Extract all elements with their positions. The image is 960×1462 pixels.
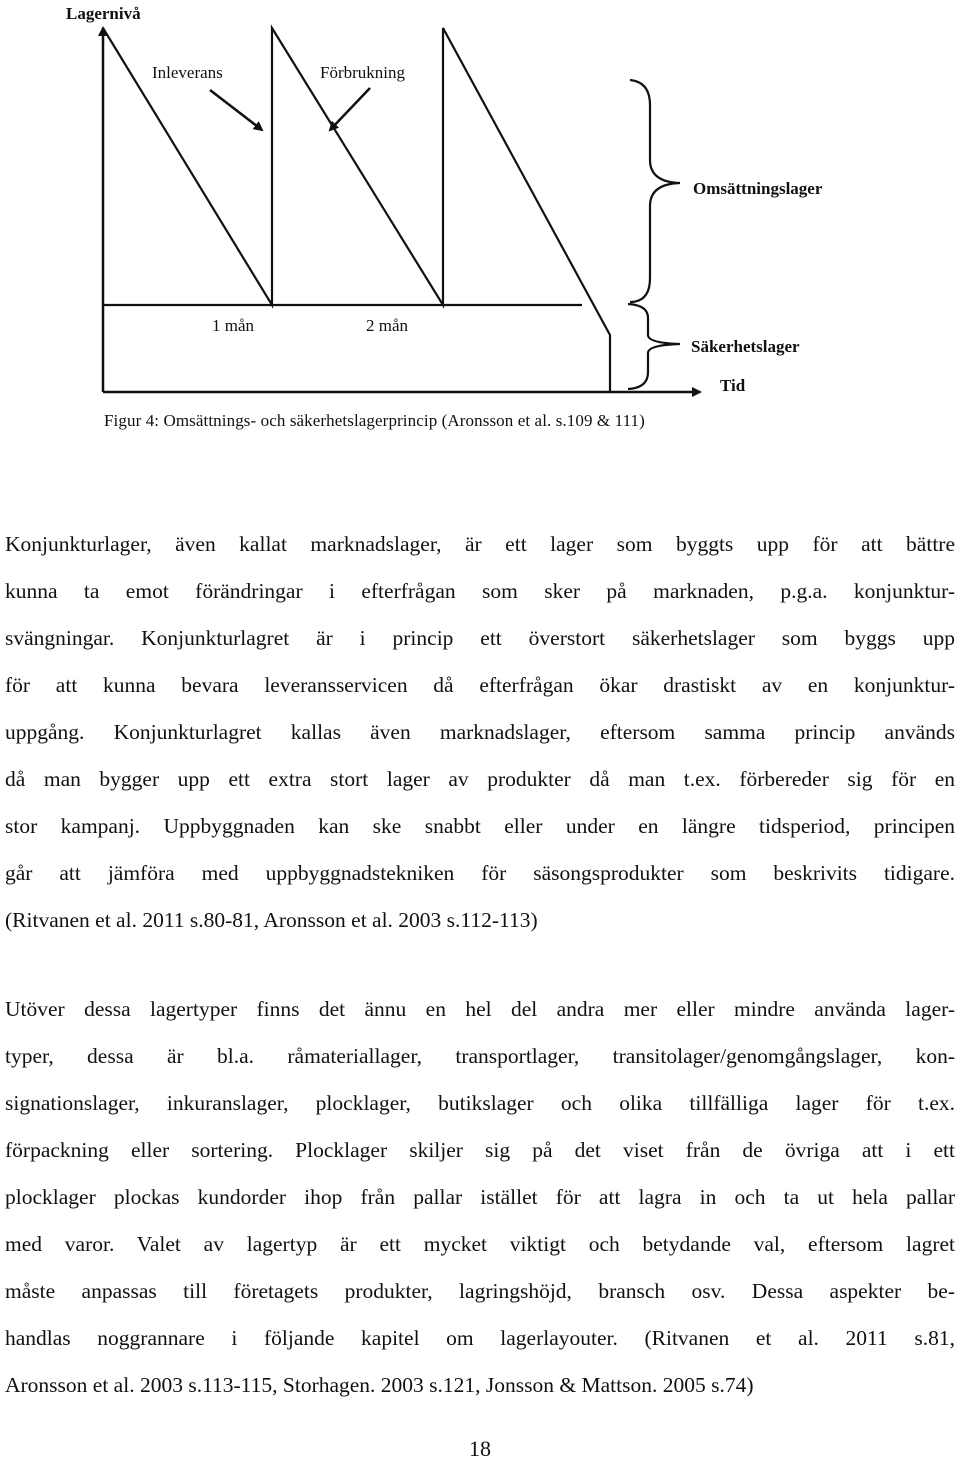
omsattningslager-label: Omsättningslager bbox=[693, 179, 823, 198]
inleverans-label: Inleverans bbox=[152, 63, 223, 82]
paragraph-line: handlas noggrannare i följande kapitel om lagerlayouter. (Ritvanen et al. 2011 s.81, bbox=[5, 1326, 955, 1350]
figure-caption: Figur 4: Omsättnings- och säkerhetslagerprincip (Aronsson et al. s.109 & 111) bbox=[104, 411, 645, 430]
forbrukning-label: Förbrukning bbox=[320, 63, 405, 82]
paragraph-line: går att jämföra med uppbyggnadstekniken för säsongsprodukter som beskrivits tidigare. bbox=[5, 861, 955, 885]
paragraph-line: (Ritvanen et al. 2011 s.80-81, Aronsson et al. 2003 s.112-113) bbox=[5, 908, 538, 932]
paragraph-line: signationslager, inkuranslager, plocklager, butikslager och olika tillfälliga lager för t.ex. bbox=[5, 1091, 955, 1115]
tick-label-2: 2 mån bbox=[366, 316, 409, 335]
sakerhetslager-label: Säkerhetslager bbox=[691, 337, 800, 356]
tick-label-1: 1 mån bbox=[212, 316, 255, 335]
paragraph-line: för att kunna bevara leveransservicen då efterfrågan ökar drastiskt av en konjunktur- bbox=[5, 673, 955, 697]
sawtooth-line bbox=[103, 28, 610, 392]
paragraph-line: plocklager plockas kundorder ihop från pallar istället för att lagra in och ta ut hela pallar bbox=[5, 1185, 955, 1209]
y-axis-label: Lagernivå bbox=[66, 4, 141, 23]
paragraph-2 bbox=[5, 986, 955, 1409]
paragraph-line: Aronsson et al. 2003 s.113-115, Storhagen. 2003 s.121, Jonsson & Mattson. 2005 s.74) bbox=[5, 1373, 754, 1397]
omsattningslager-brace bbox=[630, 80, 680, 302]
paragraph-line: svängningar. Konjunkturlagret är i princip ett överstort säkerhetslager som byggs upp bbox=[5, 626, 955, 650]
paragraph-line: Utöver dessa lagertyper finns det ännu en hel del andra mer eller mindre använda lager- bbox=[5, 997, 955, 1021]
paragraph-line: med varor. Valet av lagertyp är ett mycket viktigt och betydande val, eftersom lagret bbox=[5, 1232, 955, 1256]
paragraph-line: kunna ta emot förändringar i efterfrågan som sker på marknaden, p.g.a. konjunktur- bbox=[5, 579, 955, 603]
sakerhetslager-brace bbox=[628, 304, 680, 389]
forbrukning-arrow bbox=[330, 88, 370, 130]
paragraph-line: måste anpassas till företagets produkter, lagringshöjd, bransch osv. Dessa aspekter be- bbox=[5, 1279, 955, 1303]
inventory-diagram bbox=[0, 0, 960, 400]
paragraph-line: då man bygger upp ett extra stort lager av produkter då man t.ex. förbereder sig för en bbox=[5, 767, 955, 791]
paragraph-line: stor kampanj. Uppbyggnaden kan ske snabbt eller under en längre tidsperiod, principen bbox=[5, 814, 955, 838]
inleverans-arrow bbox=[210, 90, 262, 130]
paragraph-line: uppgång. Konjunkturlagret kallas även marknadslager, eftersom samma princip används bbox=[5, 720, 955, 744]
paragraph-line: Konjunkturlager, även kallat marknadslager, är ett lager som byggts upp för att bättre bbox=[5, 532, 955, 556]
paragraph-line: förpackning eller sortering. Plocklager skiljer sig på det viset från de övriga att i ett bbox=[5, 1138, 955, 1162]
paragraph-1 bbox=[5, 521, 955, 944]
paragraph-line: typer, dessa är bl.a. råmateriallager, transportlager, transitolager/genomgångslager, kon- bbox=[5, 1044, 955, 1068]
x-axis-label: Tid bbox=[720, 376, 746, 395]
page-number: 18 bbox=[469, 1436, 491, 1461]
